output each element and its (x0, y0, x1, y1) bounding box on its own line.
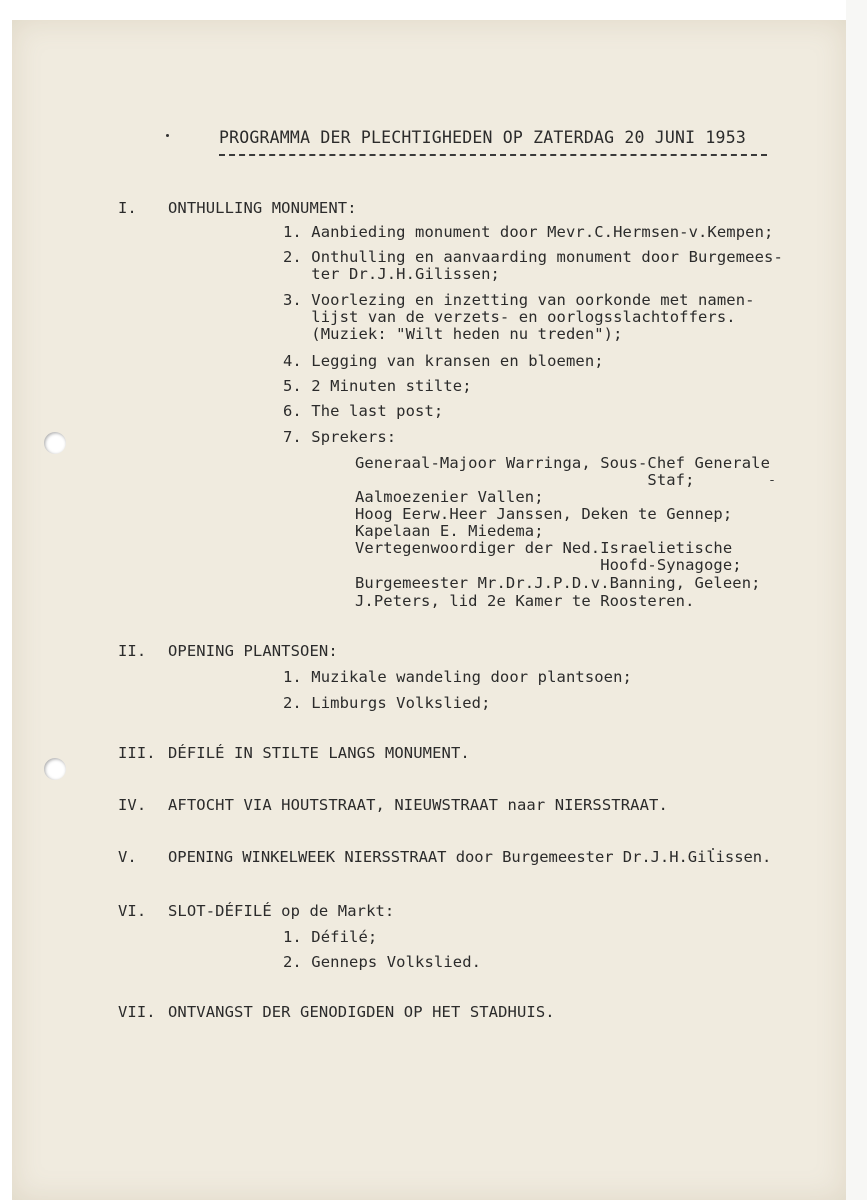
punch-hole (44, 432, 66, 454)
speaker-line: Vertegenwoordiger der Ned.Israelietische (355, 539, 733, 557)
section-heading: OPENING PLANTSOEN: (168, 642, 338, 660)
list-item-line: ter Dr.J.H.Gilissen; (283, 265, 500, 283)
list-item-line: 2. Limburgs Volkslied; (283, 694, 491, 712)
speaker-line: Kapelaan E. Miedema; (355, 522, 544, 540)
section-heading: OPENING WINKELWEEK NIERSSTRAAT door Burgemeester Dr.J.H.Gilissen. (168, 848, 772, 866)
speaker-line: Generaal-Majoor Warringa, Sous-Chef Generale (355, 454, 770, 472)
speaker-line: Burgemeester Mr.Dr.J.P.D.v.Banning, Geleen; (355, 574, 761, 592)
speaker-line: J.Peters, lid 2e Kamer te Roosteren. (355, 592, 695, 610)
document-title: PROGRAMMA DER PLECHTIGHEDEN OP ZATERDAG 20 JUNI 1953 (219, 128, 746, 147)
section-numeral: III. (118, 744, 156, 762)
section-numeral: VII. (118, 1003, 156, 1021)
list-item-line: 3. Voorlezing en inzetting van oorkonde met namen- (283, 291, 755, 309)
list-item-line: lijst van de verzets- en oorlogsslachtoffers. (283, 308, 736, 326)
section-heading: AFTOCHT VIA HOUTSTRAAT, NIEUWSTRAAT naar NIERSSTRAAT. (168, 796, 668, 814)
section-numeral: II. (118, 642, 147, 660)
section-heading: SLOT-DÉFILÉ op de Markt: (168, 902, 395, 920)
list-item-line: 7. Sprekers: (283, 428, 397, 446)
section-numeral: V. (118, 848, 137, 866)
section-heading: ONTVANGST DER GENODIGDEN OP HET STADHUIS. (168, 1003, 555, 1021)
scan-margin (846, 0, 867, 1200)
speaker-line: Staf; (355, 471, 695, 489)
list-item-line: 1. Défilé; (283, 928, 378, 946)
section-heading: ONTHULLING MONUMENT: (168, 199, 357, 217)
list-item-line: (Muziek: "Wilt heden nu treden"); (283, 325, 623, 343)
speaker-line: Hoofd-Synagoge; (355, 556, 742, 574)
list-item-line: 4. Legging van kransen en bloemen; (283, 352, 604, 370)
list-item-line: 1. Muzikale wandeling door plantsoen; (283, 668, 632, 686)
section-heading: DÉFILÉ IN STILTE LANGS MONUMENT. (168, 744, 470, 762)
paper-sheet (12, 20, 846, 1200)
list-item-line: 1. Aanbieding monument door Mevr.C.Hermsen-v.Kempen; (283, 223, 774, 241)
section-numeral: I. (118, 199, 137, 217)
punch-hole (44, 758, 66, 780)
speaker-line: Aalmoezenier Vallen; (355, 488, 544, 506)
speaker-line: Hoog Eerw.Heer Janssen, Deken te Gennep; (355, 505, 733, 523)
title-underline (219, 154, 767, 156)
list-item-line: 6. The last post; (283, 402, 444, 420)
list-item-line: 2. Genneps Volkslied. (283, 953, 482, 971)
list-item-line: 2. Onthulling en aanvaarding monument door Burgemees- (283, 248, 783, 266)
section-numeral: IV. (118, 796, 147, 814)
ink-speck (770, 480, 774, 481)
ink-speck (166, 134, 169, 137)
list-item-line: 5. 2 Minuten stilte; (283, 377, 472, 395)
section-numeral: VI. (118, 902, 147, 920)
